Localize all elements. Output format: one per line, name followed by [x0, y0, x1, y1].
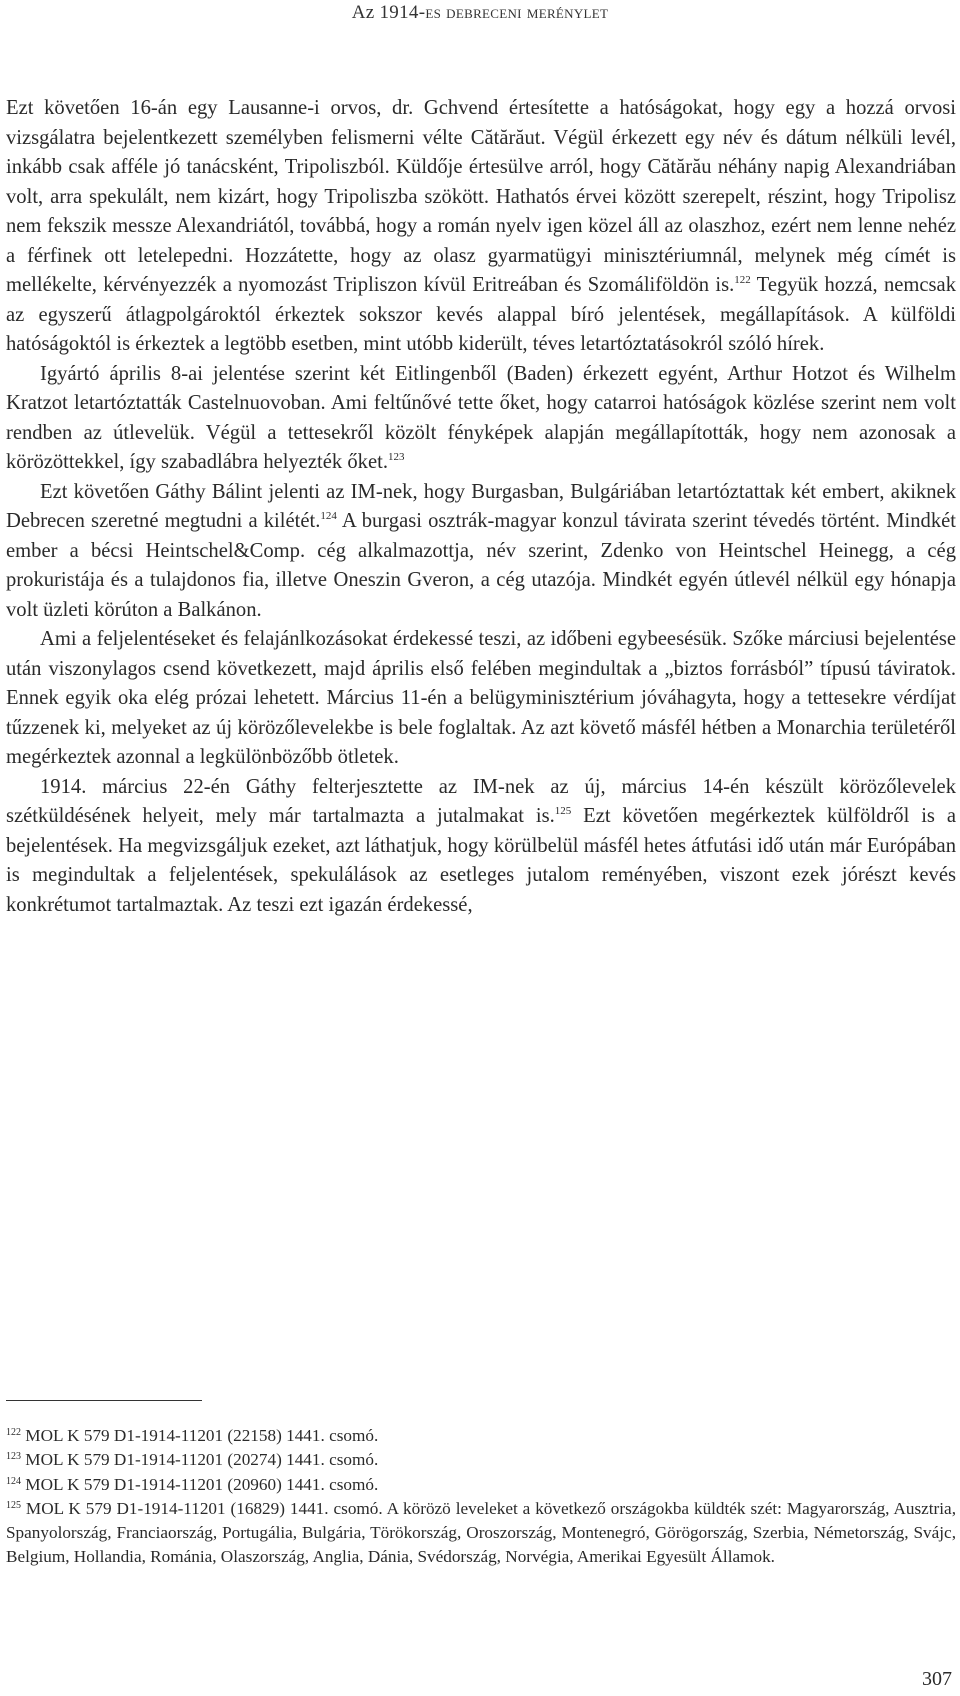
footnote-ref-123[interactable]: 123: [387, 451, 405, 463]
running-head-lead: Az 1914-: [351, 2, 426, 23]
paragraph-5: [6, 773, 956, 921]
footnote-ref-125[interactable]: 125: [554, 805, 572, 817]
footnote-text: MOL K 579 D1-1914-11201 (16829) 1441. csomó. A körözö leveleket a következő országokba küldték szét: Magyarország, Ausztria, Spanyolország, Franciaország, Portugália, Bulgária, Törökország, Oroszország, Montenegró, Görögország, Szerbia, Németország, Svájc, Belgium, Hollandia, Románia, Olaszország, Anglia, Dánia, Svédország, Norvégia, Amerikai Egyesült Államok.: [6, 1498, 956, 1567]
footnote-ref-122[interactable]: 122: [734, 274, 751, 286]
footnote-125: [6, 1497, 956, 1570]
paragraph-5-text-a: 1914. március 22-én Gáthy felterjesztette az IM-nek az új, március 14-én készült körözőlevelek szétküldésének helyeit, mely már tartalmazta a jutalmakat is.: [6, 775, 956, 827]
page-number: 307: [922, 1668, 952, 1690]
footnote-number: 125: [6, 1499, 21, 1511]
footnote-divider: [6, 1400, 202, 1401]
footnotes: [6, 1424, 956, 1570]
paragraph-5-text-b: Ezt követően megérkeztek külföldről is a bejelentések. Ha megvizsgáljuk ezeket, azt láthatjuk, hogy körülbelül másfél hetes átfutási idő után már Európában is megindultak a feljelentések, spekulálások az esetleges jutalom reményében, viszont ezek jórészt kevés konkrétumot tartalmaztak. Az teszi ezt igazán érdekessé,: [6, 805, 956, 916]
body-text: [6, 94, 956, 920]
footnote-number: 124: [6, 1475, 21, 1487]
paragraph-2: [6, 360, 956, 478]
footnote-text: MOL K 579 D1-1914-11201 (22158) 1441. csomó.: [21, 1426, 379, 1445]
paragraph-4: Ami a feljelentéseket és felajánlkozásokat érdekessé teszi, az időbeni egybeesésük. Szőke márciusi bejelentése után viszonylagos csend következett, majd április első felében megindultak a „biztos forrásból” típusú táviratok. Ennek egyik oka elég prózai lehetett. Március 11-én a belügyminisztérium jóváhagyta, hogy a tettesekre vérdíjat tűzzenek ki, melyeket az új körözőlevelekbe is bele foglaltak. Az azt követő másfél hétben a Monarchia területéről megérkeztek azonnal a legkülönbözőbb ötletek.: [6, 628, 956, 768]
running-head: [0, 2, 960, 24]
paragraph-3: [6, 478, 956, 626]
paragraph-1-text-b: Tegyük hozzá, nemcsak az egyszerű átlagpolgároktól érkeztek sokszor kevés alappal bíró jelentések, megállapítások. A külföldi hatóságoktól is érkeztek a legtöbb esetben, mint utóbb kiderült, téves letartóztatásokról szóló hírek.: [6, 274, 956, 355]
running-head-title: es debreceni merénylet: [425, 2, 609, 23]
paragraph-3-text-b: A burgasi osztrák-magyar konzul távirata szerint tévedés történt. Mindkét ember a bécsi Heintschel&Comp. cég alkalmazottja, név szerint, Zdenko von Heintschel Heinegg, a cég prokuristája és a tulajdonos fia, illetve Oneszin Gveron, a cég utazója. Mindkét egyén útlevél nélkül egy hónapja volt üzleti körúton a Balkánon.: [6, 510, 956, 621]
footnote-124: [6, 1473, 956, 1497]
footnote-122: [6, 1424, 956, 1448]
footnote-ref-124[interactable]: 124: [320, 510, 337, 522]
footnote-number: 123: [6, 1451, 21, 1463]
footnote-number: 122: [6, 1427, 21, 1438]
paragraph-3-text-a: Ezt követően Gáthy Bálint jelenti az IM-nek, hogy Burgasban, Bulgáriában letartóztattak két embert, akiknek Debrecen szeretné megtudni a kilétét.: [6, 480, 956, 532]
footnote-123: [6, 1448, 956, 1472]
paragraph-2-text: Igyártó április 8-ai jelentése szerint két Eitlingenből (Baden) érkezett egyént, Arthur Hotzot és Wilhelm Kratzot letartóztatták Castelnuovoban. Ami feltűnővé tette őket, hogy catarroi hatóságok közlése szerint nem volt rendben az útlevelük. Végül a tettesekről közölt fényképek alapján megállapították, hogy nem azonosak a körözöttekkel, így szabadlábra helyezték őket.: [6, 362, 956, 473]
paragraph-1-text-a: Ezt követően 16-án egy Lausanne-i orvos, dr. Gchvend értesítette a hatóságokat, hogy egy a hozzá orvosi vizsgálatra bejelentkezett személyben felismerni vélte Cătărăut. Végül érkezett egy név és dátum nélküli levél, inkább csak afféle jó tanácsként, Tripoliszból. Küldője értesülve arról, hogy Cătărău néhány napig Alexandriában volt, arra spekulált, nem kizárt, hogy Tripoliszba szökött. Hathatós érvei között szerepelt, részint, hogy Tripolisz nem fekszik messze Alexandriától, továbbá, hogy a román nyelv igen közel áll az olaszhoz, ezért nem lenne nehéz a férfinek ott letelepedni. Hozzátette, hogy az olasz gyarmatügyi minisztériumnál, melynek még címét is mellékelte, kérvényezzék a nyomozást Tripliszon kívül Eritreában és Szomáliföldön is.: [6, 97, 956, 296]
footnote-text: MOL K 579 D1-1914-11201 (20274) 1441. csomó.: [21, 1450, 379, 1470]
footnote-text: MOL K 579 D1-1914-11201 (20960) 1441. csomó.: [21, 1474, 379, 1494]
paragraph-1: [6, 94, 956, 360]
